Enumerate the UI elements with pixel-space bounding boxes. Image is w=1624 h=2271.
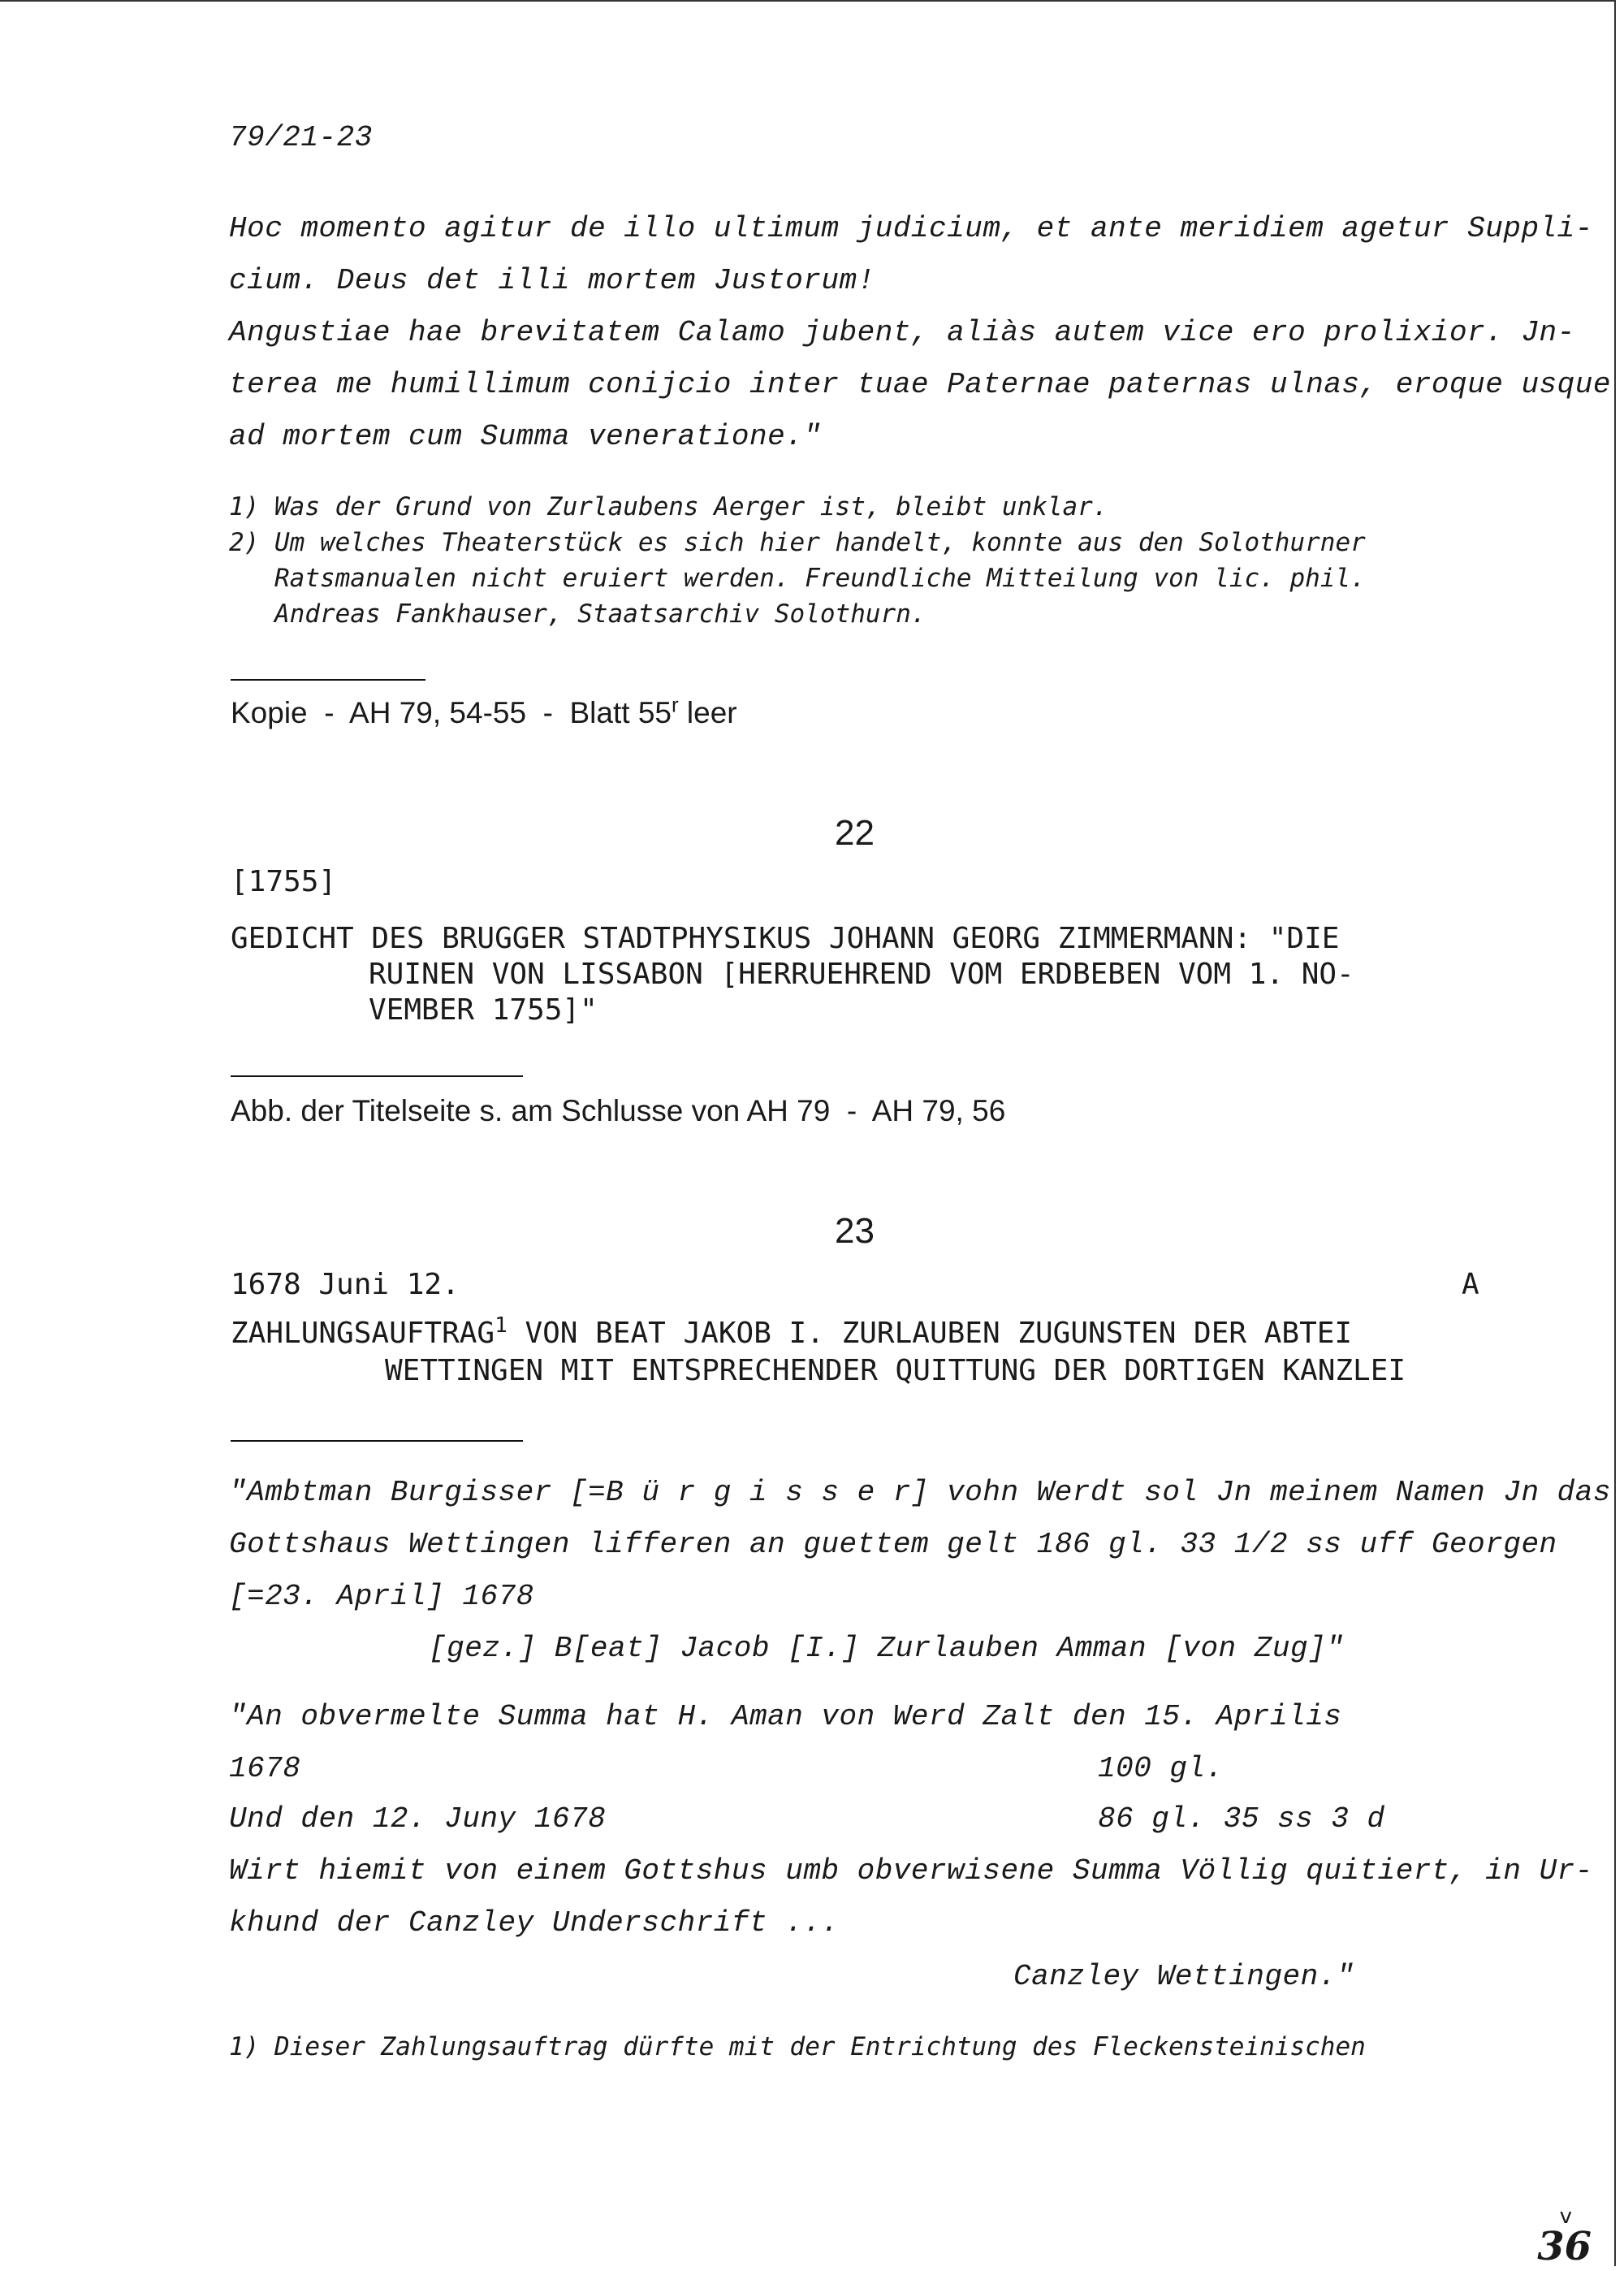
entry-title-line: VEMBER 1755]" <box>369 993 598 1027</box>
copy-source: Kopie - AH 79, 54-55 - Blatt 55$^r$ leer <box>231 692 737 729</box>
separator-rule <box>231 679 425 681</box>
footnote-line: Ratsmanualen nicht eruiert werden. Freundliche Mitteilung von lic. phil. <box>229 564 1366 593</box>
document-reference: 79/21-23 <box>229 121 373 154</box>
latin-line: terea me humillimum conijcio inter tuae Paternae paternas ulnas, eroque usque <box>229 368 1611 401</box>
quote-line: 1678 <box>229 1752 301 1785</box>
signature-line: Canzley Wettingen." <box>1013 1960 1354 1993</box>
page-mark: v <box>1559 2204 1572 2229</box>
entry-title-line: ZAHLUNGSAUFTRAG$^1$ VON BEAT JAKOB I. ZURLAUBEN ZUGUNSTEN DER ABTEI <box>231 1313 1353 1350</box>
quote-line: "An obvermelte Summa hat H. Aman von Werd Zalt den 15. Aprilis <box>229 1700 1342 1733</box>
quote-line: "Ambtman Burgisser [=B ü r g i s s e r] vohn Werdt sol Jn meinem Namen Jn das <box>229 1476 1611 1509</box>
entry-title-line: GEDICHT DES BRUGGER STADTPHYSIKUS JOHANN GEORG ZIMMERMANN: "DIE <box>231 922 1340 955</box>
latin-line: cium. Deus det illi mortem Justorum! <box>229 264 875 297</box>
quote-line: Und den 12. Juny 1678 <box>229 1802 607 1836</box>
quote-line: [=23. April] 1678 <box>229 1580 534 1613</box>
entry-title-line: RUINEN VON LISSABON [HERRUEHREND VOM ERDBEBEN VOM 1. NO- <box>369 958 1354 991</box>
entry-date: [1755] <box>231 865 337 898</box>
footnote-line: 1) Dieser Zahlungsauftrag dürfte mit der Entrichtung des Fleckensteinischen <box>229 2032 1366 2061</box>
footnote-line: Andreas Fankhauser, Staatsarchiv Solothurn. <box>229 599 926 629</box>
entry-date: 1678 Juni 12. <box>231 1268 460 1301</box>
latin-line: ad mortem cum Summa veneratione." <box>229 420 822 453</box>
quote-line: Wirt hiemit von einem Gottshus umb obverwisene Summa Völlig quitiert, in Ur- <box>229 1854 1593 1888</box>
separator-rule <box>231 1440 523 1442</box>
amount: 86 gl. 35 ss 3 d <box>1098 1802 1385 1836</box>
entry-title-line: WETTINGEN MIT ENTSPRECHENDER QUITTUNG DER DORTIGEN KANZLEI <box>385 1354 1406 1387</box>
footnote-line: 1) Was der Grund von Zurlaubens Aerger ist, bleibt unklar. <box>229 492 1108 521</box>
entry-mark: A <box>1462 1268 1479 1301</box>
quote-line: khund der Canzley Underschrift ... <box>229 1906 840 1940</box>
separator-rule <box>231 1075 523 1077</box>
copy-source: Abb. der Titelseite s. am Schlusse von AH 79 - AH 79, 56 <box>231 1094 1006 1127</box>
entry-number: 23 <box>835 1211 875 1251</box>
amount: 100 gl. <box>1098 1752 1224 1785</box>
entry-number: 22 <box>835 813 875 853</box>
footnote-line: 2) Um welches Theaterstück es sich hier handelt, konnte aus den Solothurner <box>229 528 1366 557</box>
latin-line: Hoc momento agitur de illo ultimum judicium, et ante meridiem agetur Suppli- <box>229 212 1593 245</box>
page-number: 36 <box>1537 2224 1592 2269</box>
latin-line: Angustiae hae brevitatem Calamo jubent, aliàs autem vice ero prolixior. Jn- <box>229 316 1575 349</box>
signature-line: [gez.] B[eat] Jacob [I.] Zurlauben Amman [von Zug]" <box>429 1632 1345 1665</box>
quote-line: Gottshaus Wettingen lifferen an guettem gelt 186 gl. 33 1/2 ss uff Georgen <box>229 1528 1557 1561</box>
